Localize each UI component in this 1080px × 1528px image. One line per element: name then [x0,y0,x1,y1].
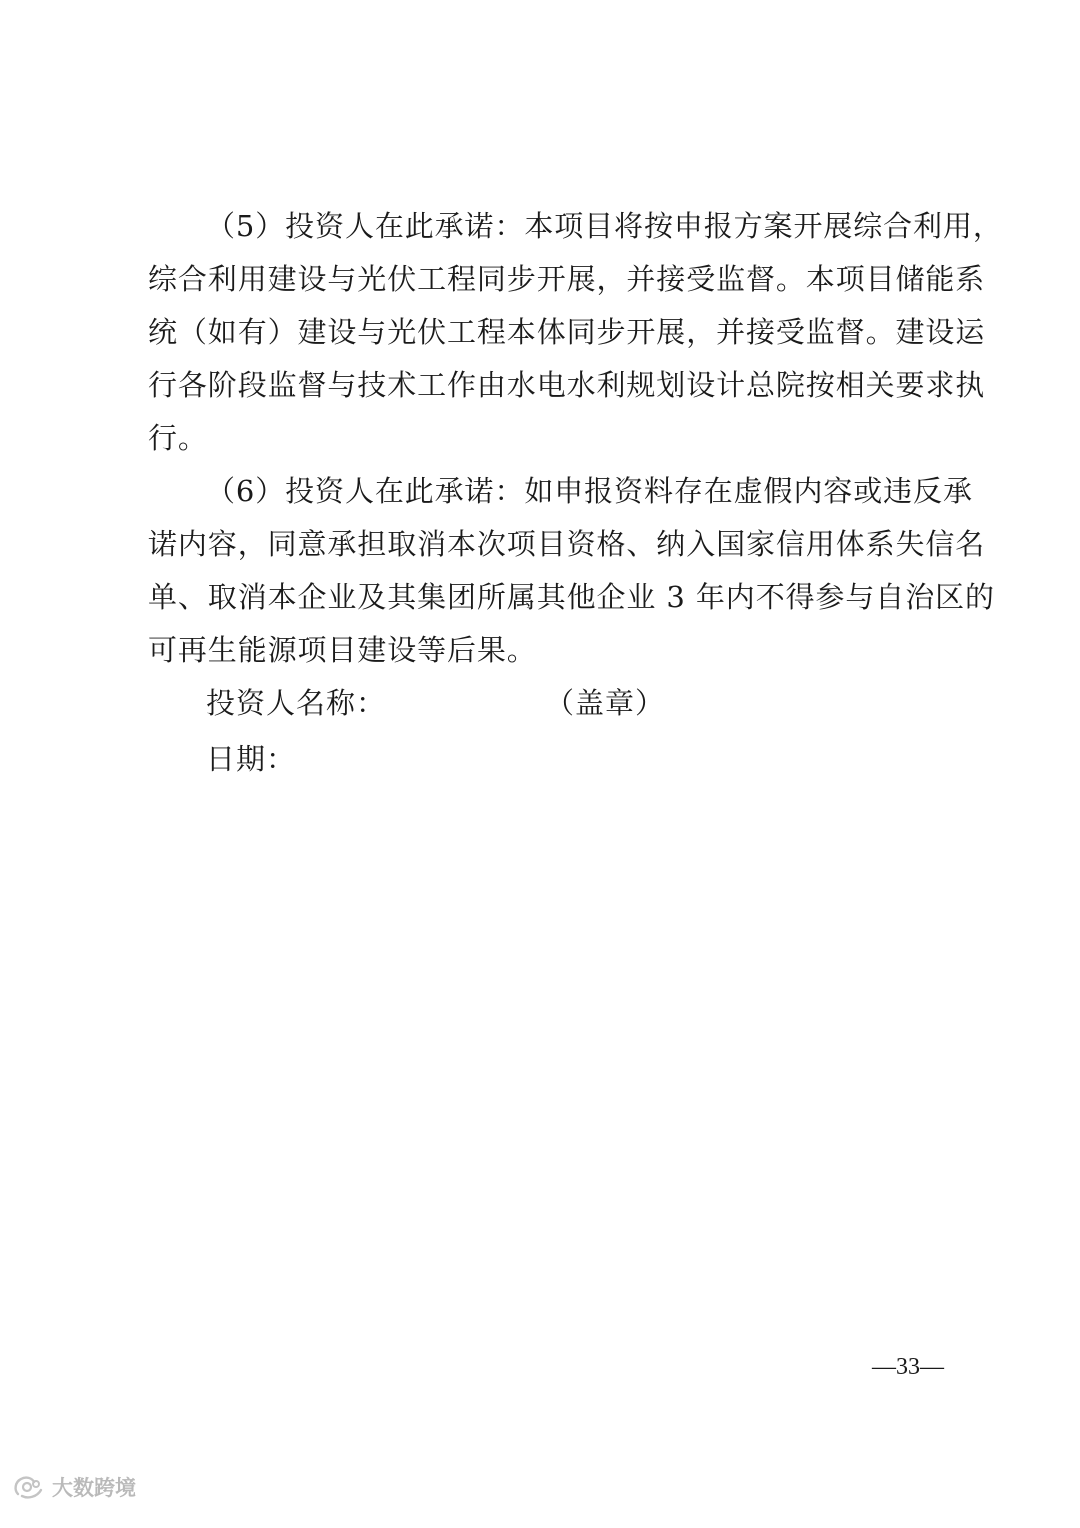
watermark [12,1470,136,1504]
date-label: 日期： [206,742,297,776]
watermark-logo-icon [12,1472,46,1502]
paragraph-line: 诺内容，同意承担取消本次项目资格、纳入国家信用体系失信名 [148,527,986,561]
paragraph-line: 行。 [148,421,208,455]
paragraph-line: （6）投资人在此承诺：如申报资料存在虚假内容或违反承 [206,474,973,508]
seal-label: （盖章） [545,686,666,720]
paragraph-line: 行各阶段监督与技术工作由水电水利规划设计总院按相关要求执 [148,368,986,402]
paragraph-line: 可再生能源项目建设等后果。 [148,633,537,667]
paragraph-line: 统（如有）建设与光伏工程本体同步开展，并接受监督。建设运 [148,315,986,349]
page-number: —33— [872,1354,944,1380]
paragraph-line: 单、取消本企业及其集团所属其他企业 3 年内不得参与自治区的 [148,580,995,614]
paragraph-line: （5）投资人在此承诺：本项目将按申报方案开展综合利用， [206,209,1003,243]
paragraph-line: 综合利用建设与光伏工程同步开展，并接受监督。本项目储能系 [148,262,986,296]
investor-name-label: 投资人名称： [206,686,387,720]
watermark-text: 大数跨境 [52,1476,136,1500]
